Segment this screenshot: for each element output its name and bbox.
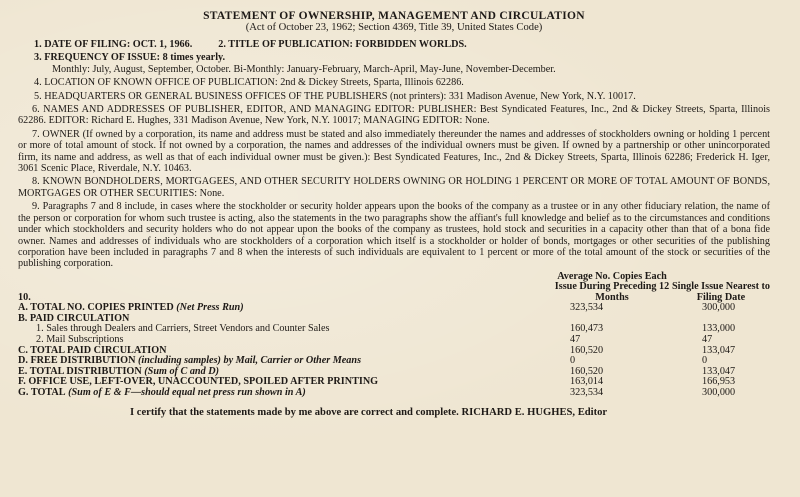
statement-subtitle: (Act of October 23, 1962; Section 4369, Title 39, United States Code) <box>245 22 543 33</box>
table-row <box>18 388 770 399</box>
row-single-issue-value: 133,047 <box>702 365 736 377</box>
row-average-value: 323,534 <box>570 386 604 398</box>
col-average-header: Average No. Copies Each Issue During Preceding 12 Months <box>554 270 670 303</box>
row-average-value: 160,520 <box>570 365 604 377</box>
item-frequency <box>18 52 770 75</box>
circulation-table <box>18 272 770 399</box>
row-single-issue-value: 300,000 <box>702 302 736 314</box>
row-label-text: A. TOTAL NO. COPIES PRINTED <box>18 302 174 314</box>
row-label <box>18 388 552 399</box>
row-single-issue-value: 166,953 <box>702 376 736 388</box>
row-average-value: 47 <box>570 334 581 345</box>
item-date-of-filing: 1. DATE OF FILING: OCT. 1, 1966. <box>34 39 193 50</box>
table-label: 10. <box>18 291 31 303</box>
row-label-text: D. FREE DISTRIBUTION <box>18 355 136 367</box>
row-label-text: E. TOTAL DISTRIBUTION <box>18 365 142 377</box>
row-average-value: 163,014 <box>570 376 604 388</box>
row-average-value: 0 <box>570 355 576 367</box>
item-frequency-label: 3. FREQUENCY OF ISSUE: 8 times yearly. <box>34 52 226 64</box>
item-names-addresses: 6. NAMES AND ADDRESSES OF PUBLISHER, EDITOR, AND MANAGING EDITOR: PUBLISHER: Best Syndicated Features, Inc., 2nd & Dickey Streets, Sparta, Illinois 62286. EDITOR: Richard E. Hughes, 331 Madison Avenue, New York, N.Y. 10017; MANAGING EDITOR: None. <box>18 104 770 127</box>
row-label-text: G. TOTAL <box>18 386 66 398</box>
items-1-2 <box>18 39 770 50</box>
statement-title: STATEMENT OF OWNERSHIP, MANAGEMENT AND CIRCULATION <box>203 10 585 22</box>
table-row <box>18 324 770 335</box>
table-header <box>18 272 770 304</box>
item-frequency-detail: Monthly: July, August, September, October. Bi-Monthly: January-February, March-April, May-June, November-December. <box>52 63 556 75</box>
row-single-issue-value: 133,000 <box>702 323 736 335</box>
row-single-issue-value: 300,000 <box>702 386 736 398</box>
row-label-text: 2. Mail Subscriptions <box>36 334 124 345</box>
row-note: (Sum of E & F—should equal net press run shown in A) <box>68 386 306 398</box>
row-label-text: B. PAID CIRCULATION <box>18 312 130 324</box>
table-rows <box>18 303 770 398</box>
row-average-value: 160,520 <box>570 344 604 356</box>
row-note: (Sum of C and D) <box>144 365 219 377</box>
table-row <box>18 303 770 314</box>
row-label-text: C. TOTAL PAID CIRCULATION <box>18 344 167 356</box>
item-location: 4. LOCATION OF KNOWN OFFICE OF PUBLICATION: 2nd & Dickey Streets, Sparta, Illinois 62286. <box>34 77 464 89</box>
row-note: (Net Press Run) <box>176 302 244 314</box>
row-single-issue-value: 0 <box>702 355 708 367</box>
row-average-value: 323,534 <box>570 302 604 314</box>
row-single-issue-value: 47 <box>702 334 713 345</box>
row-note: (including samples) by Mail, Carrier or Other Means <box>138 355 362 367</box>
item-paragraph-9: 9. Paragraphs 7 and 8 include, in cases where the stockholder or security holder appears upon the books of the company as a trustee or in any other fiduciary relation, the name of the person or corporation for whom such trustee is acting, also the statements in the two paragraphs show the affiant's full knowledge and belief as to the circumstances and conditions under which stockholders and security holders who do not appear upon the books of the company as trustees, hold stock and securities in a capacity other than that of a bona fide owner. Names and addresses of individuals who are stockholders of a corporation which itself is a stockholder or holder of bonds, mortgages or other securities of the publishing corporation have been included in paragraphs 7 and 8 when the interests of such individuals are equivalent to 1 percent or more of the total amount of the stock or securities of the publishing corporation. <box>18 201 770 270</box>
row-label-text: 1. Sales through Dealers and Carriers, Street Vendors and Counter Sales <box>36 323 330 335</box>
item-bondholders: 8. KNOWN BONDHOLDERS, MORTGAGEES, AND OTHER SECURITY HOLDERS OWNING OR HOLDING 1 PERCENT OR MORE OF TOTAL AMOUNT OF BONDS, MORTGAGES OR OTHER SECURITIES: None. <box>18 176 770 199</box>
col-single-issue-header: Single Issue Nearest to Filing Date <box>672 281 771 303</box>
item-headquarters: 5. HEADQUARTERS OR GENERAL BUSINESS OFFICES OF THE PUBLISHERS (not printers): 331 Madison Avenue, New York, N.Y. 10017. <box>34 90 636 102</box>
row-average-value: 160,473 <box>570 323 604 335</box>
row-label-text: F. OFFICE USE, LEFT-OVER, UNACCOUNTED, SPOILED AFTER PRINTING <box>18 376 379 388</box>
item-title-of-publication: 2. TITLE OF PUBLICATION: FORBIDDEN WORLDS. <box>218 39 467 50</box>
certification: I certify that the statements made by me above are correct and complete. RICHARD E. HUGHES, Editor <box>130 406 608 418</box>
row-single-issue-value: 133,047 <box>702 344 736 356</box>
item-owner: 7. OWNER (If owned by a corporation, its name and address must be stated and also immediately thereunder the names and addresses of stockholders owning or holding 1 percent or more of total amount of stock. If not owned by a corporation, the names and addresses of the individual owners must be given. If owned by a partnership or other unincorporated firm, its name and address, as well as that of each individual owner must be given.): Best Syndicated Features, Inc., 2nd & Dickey Streets, Sparta, Illinois 62286; Frederick H. Iger, 3061 Scenic Place, Riverdale, N.Y. 10463. <box>18 128 770 175</box>
